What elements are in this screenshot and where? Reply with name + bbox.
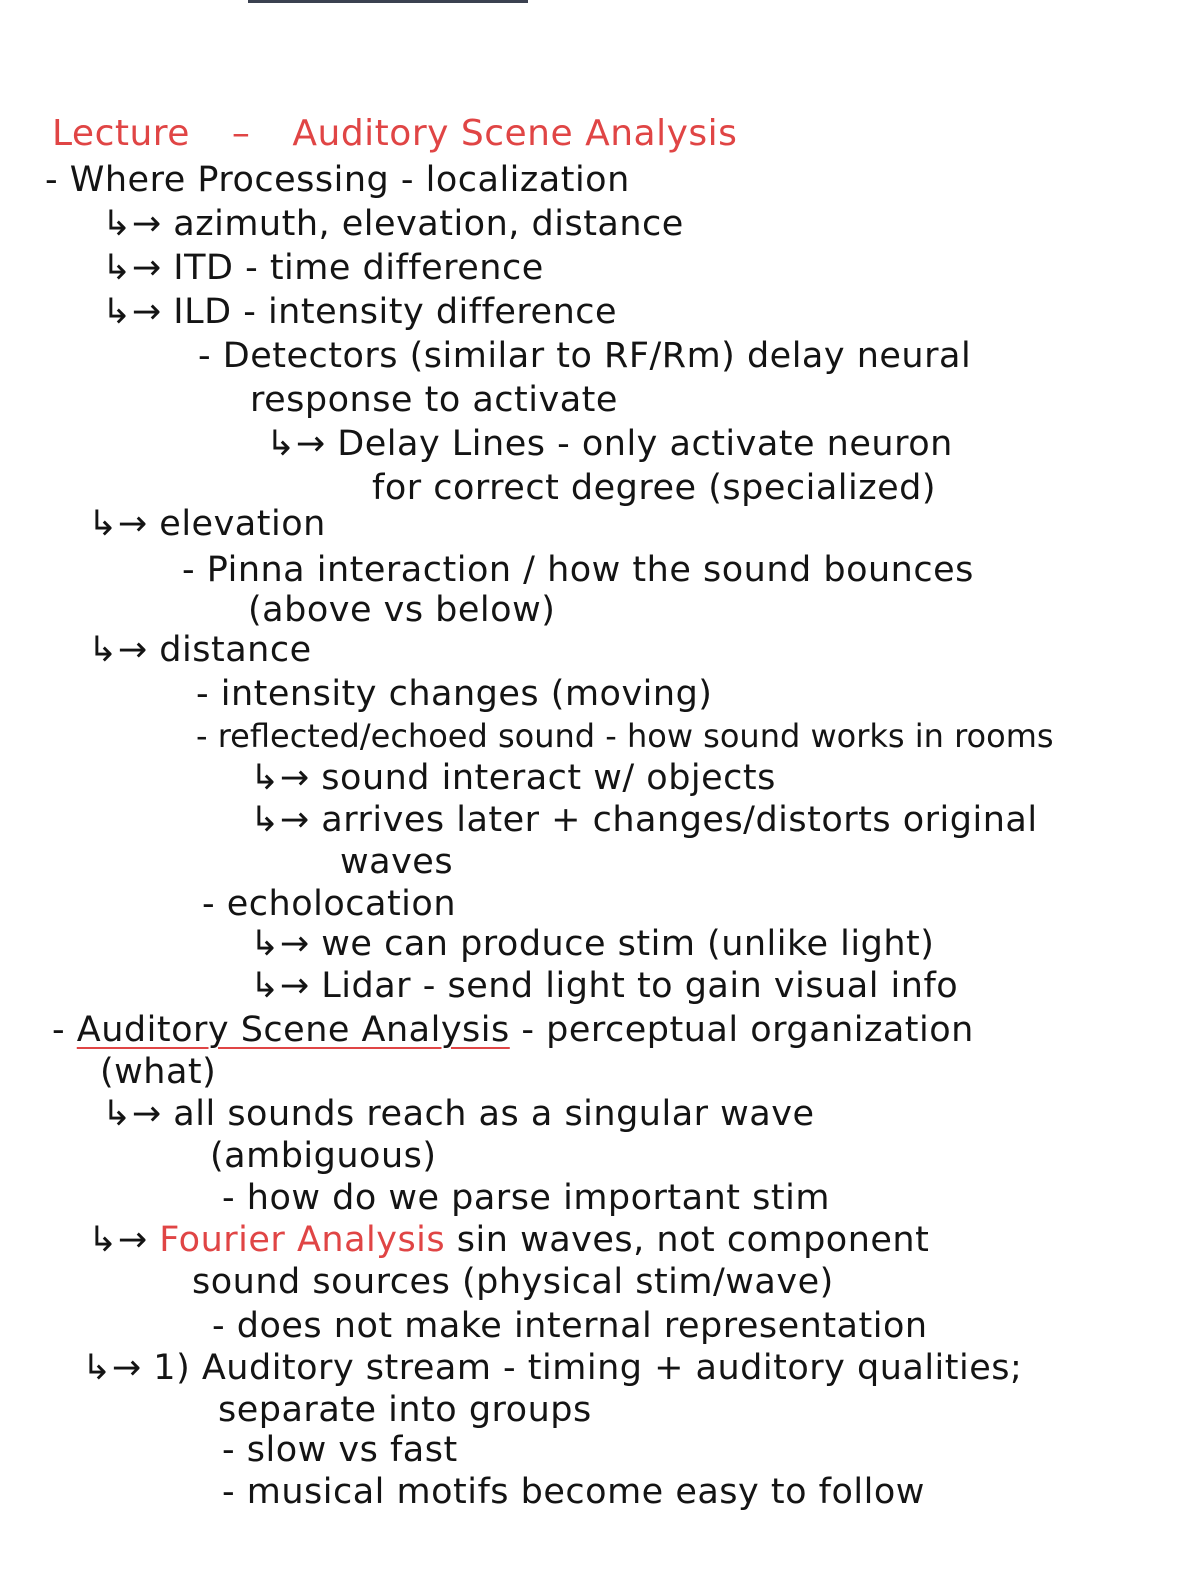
- note-line: [88, 502, 326, 546]
- note-line: - slow vs fast: [222, 1430, 458, 1470]
- note-line: - how do we parse important stim: [222, 1178, 830, 1218]
- note-line: (what): [100, 1052, 217, 1092]
- note-text: Delay Lines - only activate neuron: [337, 424, 953, 464]
- arrow-icon: ↳→: [102, 204, 162, 244]
- note-text: elevation: [159, 504, 326, 544]
- arrow-icon: ↳→: [266, 424, 326, 464]
- note-line: - does not make internal representation: [212, 1306, 928, 1346]
- asa-heading: Auditory Scene Analysis: [76, 1010, 510, 1050]
- asa-heading-line: [52, 1008, 974, 1052]
- note-text: sound interact w/ objects: [321, 758, 776, 798]
- note-line: - Where Processing - localization: [45, 160, 630, 200]
- note-line: - intensity changes (moving): [196, 674, 713, 714]
- note-text: Lidar - send light to gain visual info: [321, 966, 959, 1006]
- note-text: distance: [159, 630, 312, 670]
- note-line: response to activate: [250, 380, 618, 420]
- note-text: azimuth, elevation, distance: [173, 204, 684, 244]
- arrow-icon: ↳→: [250, 966, 310, 1006]
- fourier-rest: sin waves, not component: [456, 1220, 930, 1260]
- arrow-icon: ↳→: [88, 1220, 148, 1260]
- asa-dash: -: [52, 1010, 66, 1050]
- fourier-line: [88, 1218, 929, 1262]
- note-line: [88, 628, 312, 672]
- note-text: ILD - intensity difference: [173, 292, 618, 332]
- note-line: [250, 798, 1038, 842]
- note-text: 1) Auditory stream - timing + auditory qualities;: [153, 1348, 1023, 1388]
- asa-rest: - perceptual organization: [521, 1010, 974, 1050]
- note-line: [102, 246, 544, 290]
- note-line: [82, 1346, 1022, 1390]
- arrow-icon: ↳→: [102, 1094, 162, 1134]
- fourier-heading: Fourier Analysis: [159, 1220, 446, 1260]
- arrow-icon: ↳→: [250, 758, 310, 798]
- note-text: we can produce stim (unlike light): [321, 924, 935, 964]
- lecture-title: [52, 112, 737, 156]
- note-line: [102, 290, 617, 334]
- arrow-icon: ↳→: [102, 248, 162, 288]
- arrow-icon: ↳→: [88, 630, 148, 670]
- note-line: (above vs below): [248, 590, 556, 630]
- note-line: - Detectors (similar to RF/Rm) delay neural: [198, 336, 972, 376]
- arrow-icon: ↳→: [82, 1348, 142, 1388]
- note-line: sound sources (physical stim/wave): [192, 1262, 834, 1302]
- note-line: [250, 756, 776, 800]
- note-line: (ambiguous): [210, 1136, 437, 1176]
- note-text: ITD - time difference: [173, 248, 544, 288]
- note-line: separate into groups: [218, 1390, 592, 1430]
- arrow-icon: ↳→: [102, 292, 162, 332]
- title-topic: Auditory Scene Analysis: [292, 113, 738, 154]
- note-line: - reflected/echoed sound - how sound works in rooms: [196, 717, 1054, 755]
- note-line: [102, 1092, 815, 1136]
- arrow-icon: ↳→: [250, 800, 310, 840]
- note-text: arrives later + changes/distorts original: [321, 800, 1038, 840]
- note-line: [102, 202, 684, 246]
- note-line: [266, 422, 953, 466]
- note-line: - musical motifs become easy to follow: [222, 1472, 925, 1512]
- note-line: [250, 964, 958, 1008]
- note-text: all sounds reach as a singular wave: [173, 1094, 815, 1134]
- note-line: - echolocation: [202, 884, 456, 924]
- note-line: for correct degree (specialized): [372, 468, 936, 508]
- note-line: [250, 922, 934, 966]
- title-label: Lecture: [52, 113, 190, 154]
- note-line: waves: [340, 842, 454, 882]
- title-dash: –: [231, 113, 251, 154]
- note-line: - Pinna interaction / how the sound bounces: [182, 550, 974, 590]
- arrow-icon: ↳→: [88, 504, 148, 544]
- top-edge-rule: [248, 0, 528, 3]
- arrow-icon: ↳→: [250, 924, 310, 964]
